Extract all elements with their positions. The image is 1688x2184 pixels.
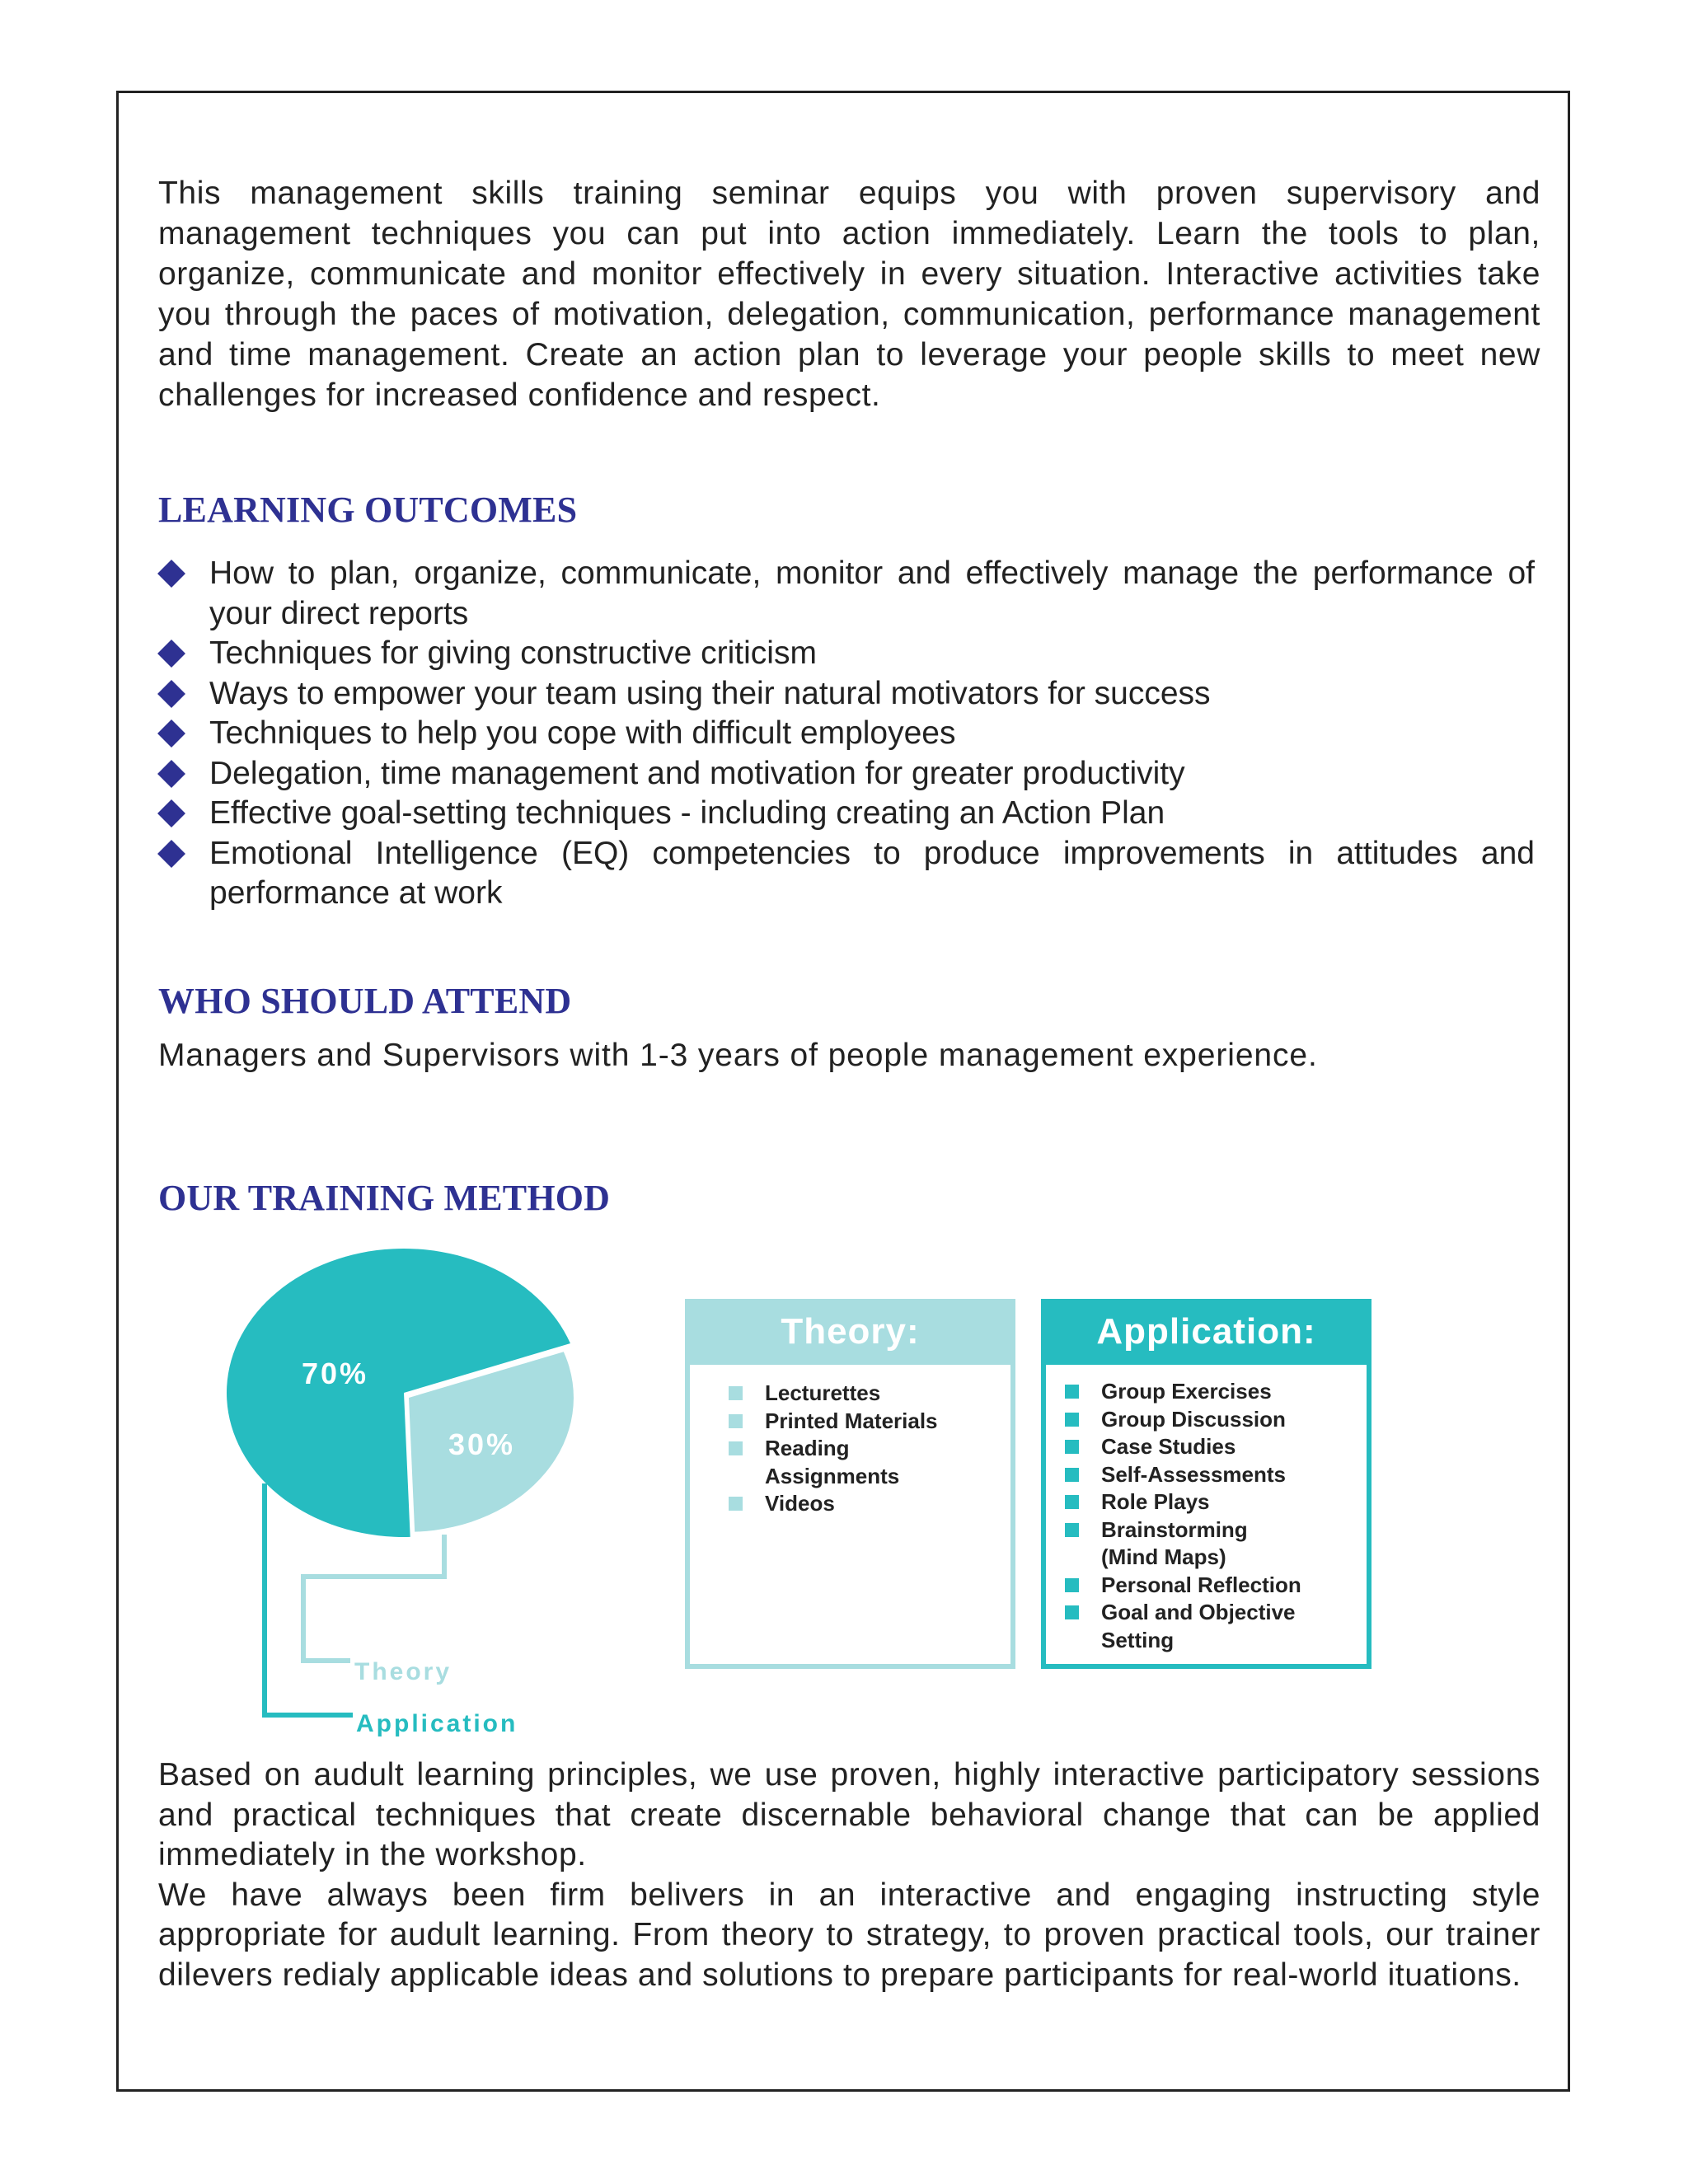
list-item: Printed Materials (765, 1408, 938, 1436)
diamond-bullet-icon (157, 719, 185, 748)
legend-connector-theory (301, 1574, 306, 1663)
square-bullet-icon (1065, 1605, 1079, 1619)
diamond-bullet-icon (157, 760, 185, 788)
application-list (1101, 1378, 1301, 1654)
square-bullet-icon (729, 1386, 743, 1400)
outcome-item: Delegation, time management and motivation for greater productivity (158, 754, 1535, 794)
square-bullet-icon (729, 1497, 743, 1511)
application-box-title: Application: (1041, 1299, 1372, 1365)
outcome-item: Techniques for giving constructive criticism (158, 634, 1535, 674)
list-item: Reading Assignments (765, 1435, 913, 1490)
square-bullet-icon (1065, 1523, 1079, 1537)
who-should-attend-text: Managers and Supervisors with 1-3 years of people management experience. (158, 1038, 1318, 1073)
learning-outcomes-list (158, 554, 1535, 914)
closing-paragraph: Based on audult learning principles, we use proven, highly interactive participatory sessions and practical techniques that create discernable behavioral change that can be applied immediately in the workshop. (158, 1757, 1540, 1872)
outcome-item: Emotional Intelligence (EQ) competencies to produce improvements in attitudes and performance at work (158, 834, 1535, 914)
list-item: Role Plays (1101, 1488, 1301, 1516)
outcome-item: Ways to empower your team using their natural motivators for success (158, 674, 1535, 715)
legend-connector-theory (301, 1658, 350, 1663)
list-item: Case Studies (1101, 1433, 1301, 1461)
list-item: Personal Reflection (1101, 1572, 1301, 1600)
diamond-bullet-icon (157, 560, 185, 588)
list-item: Goal and Objective Setting (1101, 1599, 1299, 1654)
square-bullet-icon (1065, 1413, 1079, 1427)
theory-box (685, 1299, 1015, 1669)
legend-theory-label: Theory (354, 1658, 452, 1685)
closing-paragraph: We have always been firm belivers in an interactive and engaging instructing style appropriate for audult learning. From theory to strategy, to proven practical tools, our trainer dilevers redialy applicable ideas and solutions to prepare participants for real-world ituations. (158, 1877, 1540, 1993)
diamond-bullet-icon (157, 840, 185, 868)
application-box (1041, 1299, 1372, 1669)
square-bullet-icon (1065, 1495, 1079, 1509)
learning-outcomes-heading: LEARNING OUTCOMES (158, 490, 578, 530)
legend-connector-theory (442, 1535, 447, 1579)
legend-application-label: Application (356, 1710, 518, 1737)
square-bullet-icon (1065, 1578, 1079, 1592)
square-bullet-icon (729, 1414, 743, 1428)
closing-text (158, 1755, 1540, 1995)
outcome-item: How to plan, organize, communicate, monitor and effectively manage the performance of your direct reports (158, 554, 1535, 634)
list-item: Brainstorming (Mind Maps) (1101, 1516, 1266, 1572)
diamond-bullet-icon (157, 799, 185, 827)
square-bullet-icon (729, 1441, 743, 1455)
list-item: Lecturettes (765, 1380, 938, 1408)
square-bullet-icon (1065, 1440, 1079, 1454)
outcome-item: Techniques to help you cope with difficult employees (158, 714, 1535, 754)
legend-connector-application (262, 1483, 353, 1718)
list-item: Videos (765, 1490, 938, 1518)
diamond-bullet-icon (157, 640, 185, 668)
list-item: Group Exercises (1101, 1378, 1301, 1406)
intro-paragraph: This management skills training seminar equips you with proven supervisory and management techniques you can put into action immediately. Learn the tools to plan, organize, communicate and monitor effectively in every situation. Interactive activities take you through the paces of motivation, delegation, communication, performance management and time management. Create an action plan to leverage your people skills to meet new challenges for increased confidence and respect. (158, 176, 1540, 413)
pie-label-theory: 30% (448, 1427, 516, 1461)
theory-box-title: Theory: (685, 1299, 1015, 1365)
theory-list (765, 1380, 938, 1518)
who-should-attend-heading: WHO SHOULD ATTEND (158, 981, 572, 1021)
pie-label-application: 70% (302, 1357, 369, 1390)
diamond-bullet-icon (157, 680, 185, 708)
list-item: Group Discussion (1101, 1406, 1301, 1434)
square-bullet-icon (1065, 1468, 1079, 1482)
training-method-heading: OUR TRAINING METHOD (158, 1178, 611, 1218)
legend-connector-theory (301, 1574, 447, 1579)
square-bullet-icon (1065, 1385, 1079, 1399)
outcome-item: Effective goal-setting techniques - including creating an Action Plan (158, 794, 1535, 834)
list-item: Self-Assessments (1101, 1461, 1301, 1489)
